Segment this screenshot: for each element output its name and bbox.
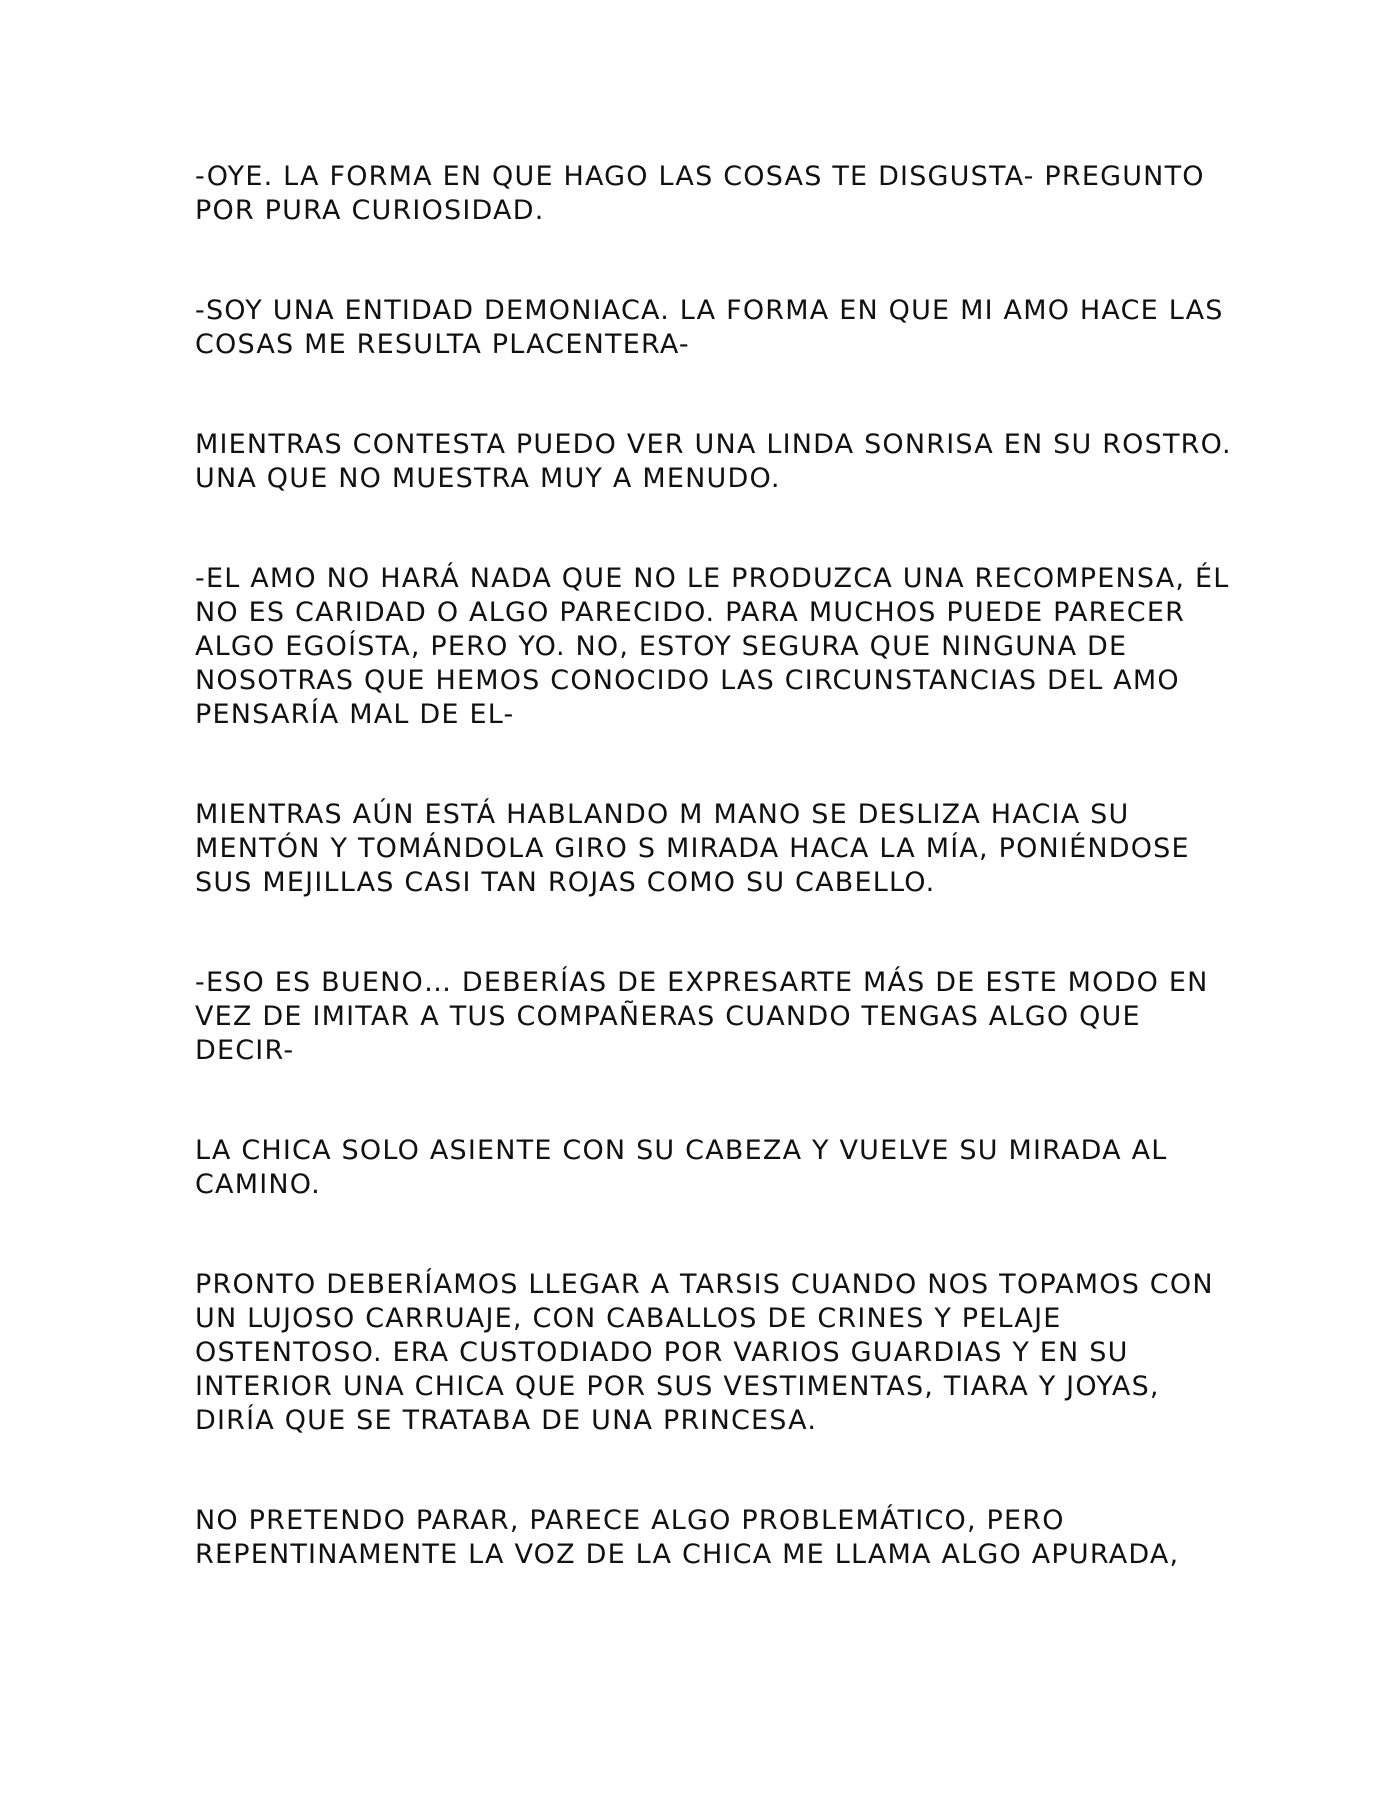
paragraph: LA CHICA SOLO ASIENTE CON SU CABEZA Y VUELVE SU MIRADA AL CAMINO. (195, 1135, 1168, 1200)
paragraph: -OYE. LA FORMA EN QUE HAGO LAS COSAS TE DISGUSTA- PREGUNTO POR PURA CURIOSIDAD. (195, 161, 1205, 226)
paragraph: -SOY UNA ENTIDAD DEMONIACA. LA FORMA EN QUE MI AMO HACE LAS COSAS ME RESULTA PLACENTERA- (195, 295, 1224, 360)
paragraph: NO PRETENDO PARAR, PARECE ALGO PROBLEMÁTICO, PERO REPENTINAMENTE LA VOZ DE LA CHICA ME LLAMA ALGO APURADA, (195, 1505, 1180, 1570)
paragraph: MIENTRAS AÚN ESTÁ HABLANDO M MANO SE DESLIZA HACIA SU MENTÓN Y TOMÁNDOLA GIRO S MIRADA HACA LA MÍA, PONIÉNDOSE SUS MEJILLAS CASI TAN ROJAS COMO SU CABELLO. (195, 799, 1190, 898)
paragraph: MIENTRAS CONTESTA PUEDO VER UNA LINDA SONRISA EN SU ROSTRO. UNA QUE NO MUESTRA MUY A MENUDO. (195, 429, 1232, 494)
paragraph: -ESO ES BUENO… DEBERÍAS DE EXPRESARTE MÁS DE ESTE MODO EN VEZ DE IMITAR A TUS COMPAÑERAS CUANDO TENGAS ALGO QUE DECIR- (195, 967, 1209, 1066)
document-body (195, 160, 1235, 1638)
paragraph: -EL AMO NO HARÁ NADA QUE NO LE PRODUZCA UNA RECOMPENSA, ÉL NO ES CARIDAD O ALGO PARECIDO. PARA MUCHOS PUEDE PARECER ALGO EGOÍSTA, PERO YO. NO, ESTOY SEGURA QUE NINGUNA DE NOSOTRAS QUE HEMOS CONOCIDO LAS CIRCUNSTANCIAS DEL AMO PENSARÍA MAL DE EL- (195, 563, 1230, 730)
paragraph: PRONTO DEBERÍAMOS LLEGAR A TARSIS CUANDO NOS TOPAMOS CON UN LUJOSO CARRUAJE, CON CABALLOS DE CRINES Y PELAJE OSTENTOSO. ERA CUSTODIADO POR VARIOS GUARDIAS Y EN SU INTERIOR UNA CHICA QUE POR SUS VESTIMENTAS, TIARA Y JOYAS, DIRÍA QUE SE TRATABA DE UNA PRINCESA. (195, 1269, 1214, 1436)
